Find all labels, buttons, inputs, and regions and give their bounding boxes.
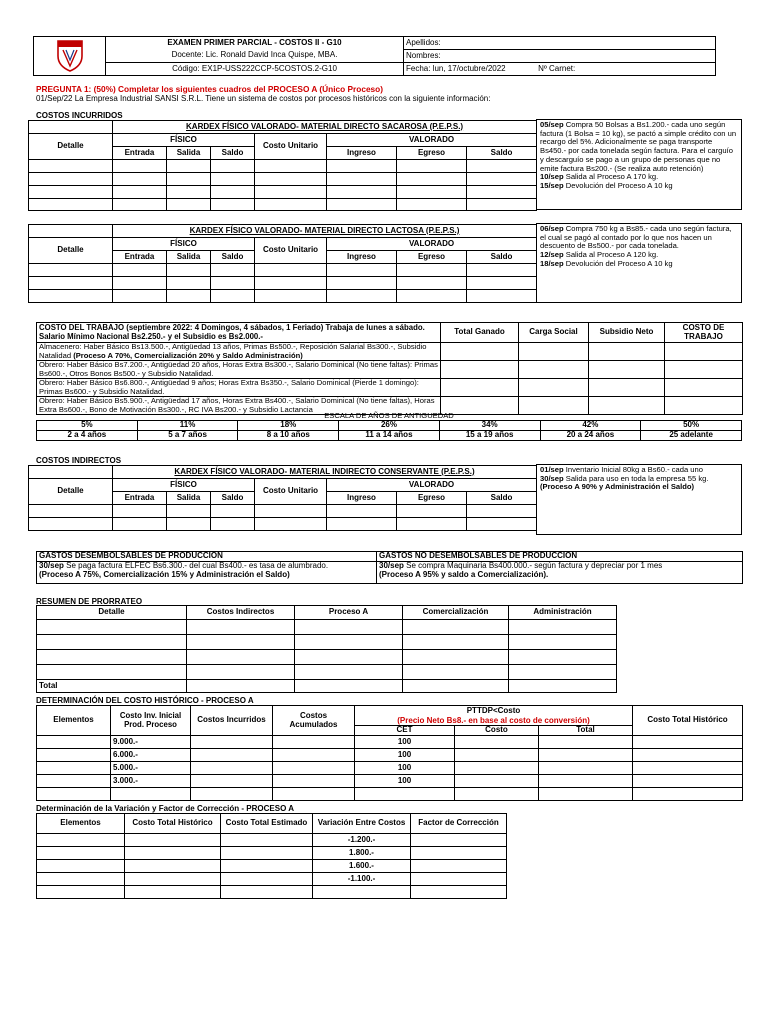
col-proceso-a: Proceso A xyxy=(295,606,403,620)
gastos-split: (Proceso A 95% y saldo a Comercialización). xyxy=(379,569,549,579)
table-row[interactable] xyxy=(37,665,617,680)
exam-date: Fecha: lun, 17/octubre/2022 xyxy=(406,63,506,73)
kardex-lactosa-title: KARDEX FÍSICO VALORADO- MATERIAL DIRECTO LACTOSA (P.E.P.S.) xyxy=(113,225,537,238)
escala-years: 20 a 24 años xyxy=(540,431,641,441)
table-row[interactable] xyxy=(29,277,537,290)
table-row[interactable] xyxy=(37,834,507,847)
table-row[interactable] xyxy=(37,343,743,361)
note-date: 06/sep xyxy=(540,224,564,233)
escala-pct: 26% xyxy=(339,421,440,431)
escala-years: 5 a 7 años xyxy=(137,431,238,441)
prorrateo-table xyxy=(36,605,617,693)
gastos-text: Se compra Maquinaria Bs400.000.- según factura y depreciar por 1 mes xyxy=(403,561,663,570)
escala-title: ESCALA DE AÑOS DE ANTIGUEDAD xyxy=(324,411,454,420)
col-detalle: Detalle xyxy=(29,134,113,160)
gastos-desembolsables-title: GASTOS DESEMBOLSABLES DE PRODUCCION xyxy=(37,552,377,562)
logo-cell xyxy=(34,37,106,76)
col-costo-unitario: Costo Unitario xyxy=(255,134,327,160)
table-row[interactable] xyxy=(37,860,507,873)
surname-field[interactable]: Apellidos: xyxy=(404,37,716,50)
note-text: Compra 750 kg a Bs85.- cada uno según factura, el cual se pagó al contado por lo que nos hacen un descuento de Bs500.- por cada tonelada. xyxy=(540,224,732,251)
costo-inicial-value: 9.000.- xyxy=(111,736,191,749)
col-costo-unitario: Costo Unitario xyxy=(255,238,327,264)
col-fisico: FÍSICO xyxy=(113,479,255,492)
col-costos-incurridos: Costos Incurridos xyxy=(191,706,273,736)
names-field[interactable]: Nombres: xyxy=(404,50,716,63)
col-salida: Salida xyxy=(167,492,211,505)
note-text: Salida al Proceso A 120 kg. xyxy=(563,250,659,260)
conservante-note xyxy=(536,464,742,535)
university-logo xyxy=(55,38,85,72)
col-subsidio-neto: Subsidio Neto xyxy=(589,323,665,343)
col-costo-trabajo: COSTO DE TRABAJO xyxy=(665,323,743,343)
col-total: Total xyxy=(539,726,633,736)
col-variacion: Variación Entre Costos xyxy=(313,814,411,834)
costo-trabajo-table xyxy=(36,322,743,415)
escala-pct: 34% xyxy=(439,421,540,431)
table-row[interactable] xyxy=(37,379,743,397)
costo-inicial-value: 3.000.- xyxy=(111,775,191,788)
gastos-no-desembolsables-detail xyxy=(377,562,743,584)
col-egreso: Egreso xyxy=(397,251,467,264)
table-row[interactable] xyxy=(29,173,537,186)
table-row[interactable] xyxy=(37,650,617,665)
costo-inicial-value: 6.000.- xyxy=(111,749,191,762)
exam-header xyxy=(33,36,716,76)
employee-row: Obrero: Haber Básico Bs6.800.-, Antigüedad 9 años; Horas Extra Bs350.-, Salario Dominical (Pierde 1 domingo): Primas Bs600.- y Subsidio Natalidad. xyxy=(37,379,441,397)
note-text: Devolución del Proceso A 10 kg xyxy=(563,258,673,268)
teacher-name: Docente: Lic. Ronald David Inca Quispe, MBA. xyxy=(106,50,404,63)
note-date: 18/sep xyxy=(540,258,564,268)
variacion-value: 1.800.- xyxy=(313,847,411,860)
employee-allocation: (Proceso A 70%, Comercialización 20% y Saldo Administración) xyxy=(73,350,303,360)
col-saldo: Saldo xyxy=(211,147,255,160)
question-intro: 01/Sep/22 La Empresa Industrial SANSI S.R.L. Tiene un sistema de costos por procesos históricos con la siguiente información: xyxy=(36,94,491,103)
question-title: PREGUNTA 1: (50%) Completar los siguientes cuadros del PROCESO A (Único Proceso) xyxy=(36,84,383,94)
col-salida: Salida xyxy=(167,147,211,160)
note-date: 15/sep xyxy=(540,181,564,191)
col-saldo-valorado: Saldo xyxy=(467,492,537,505)
col-saldo: Saldo xyxy=(211,251,255,264)
gastos-date: 30/sep xyxy=(39,561,64,570)
variacion-value: -1.200.- xyxy=(313,834,411,847)
col-salida: Salida xyxy=(167,251,211,264)
table-row[interactable] xyxy=(37,873,507,886)
table-row[interactable] xyxy=(37,788,743,801)
table-row[interactable] xyxy=(37,620,617,635)
note-date: 30/sep xyxy=(540,473,564,483)
col-valorado: VALORADO xyxy=(327,479,537,492)
cet-value: 100 xyxy=(355,762,455,775)
table-row[interactable] xyxy=(29,186,537,199)
note-text: Devolución del Proceso A 10 kg xyxy=(563,181,673,191)
col-elementos: Elementos xyxy=(37,814,125,834)
kardex-sacarosa-table xyxy=(28,120,537,211)
pttdp-note: (Precio Neto Bs8.- en base al costo de conversión) xyxy=(355,717,633,726)
col-costo-total-historico: Costo Total Histórico xyxy=(125,814,221,834)
table-row[interactable] xyxy=(37,736,743,749)
employee-row: Obrero: Haber Básico Bs5.900.-, Antigüedad 17 años, Horas Extra Bs400.-, Salario Dominical (No tiene faltas), Horas Extra Bs600.-, Bono de Motivación Bs300.-, RC IVA Bs200.- y Subsidio Lactancia xyxy=(37,397,441,415)
table-row[interactable] xyxy=(37,886,507,899)
table-row[interactable] xyxy=(37,847,507,860)
variacion-table xyxy=(36,813,507,899)
note-text: Salida al Proceso A 170 kg. xyxy=(563,172,659,182)
carnet-field[interactable]: Nº Carnet: xyxy=(538,63,576,73)
table-row[interactable] xyxy=(37,361,743,379)
kardex-conservante-title: KARDEX FÍSICO VALORADO- MATERIAL INDIRECTO CONSERVANTE (P.E.P.S.) xyxy=(113,466,537,479)
table-row[interactable] xyxy=(29,264,537,277)
lactosa-note xyxy=(536,223,742,303)
escala-pct: 11% xyxy=(137,421,238,431)
col-valorado: VALORADO xyxy=(327,238,537,251)
employee-text: Almacenero: Haber Básico Bs13.500.-, Antigüedad 13 años, Primas Bs500.-, Reposición Salarial Bs300.-, Subsidio Natalidad xyxy=(39,342,427,360)
escala-pct: 42% xyxy=(540,421,641,431)
col-elementos: Elementos xyxy=(37,706,111,736)
cet-value: 100 xyxy=(355,749,455,762)
col-costo-total-historico: Costo Total Histórico xyxy=(633,706,743,736)
cet-value: 100 xyxy=(355,775,455,788)
table-row[interactable] xyxy=(29,199,537,211)
employee-row: Obrero: Haber Básico Bs7.200.-, Antigüedad 20 años, Horas Extra Bs300.-, Salario Dominical (No tiene faltas): Primas Bs600.-, Otros Bonos Bs500.- y Subsidio Natalidad. xyxy=(37,361,441,379)
variacion-value: 1.600.- xyxy=(313,860,411,873)
col-saldo-valorado: Saldo xyxy=(467,147,537,160)
table-row[interactable] xyxy=(37,762,743,775)
col-costo: Costo xyxy=(455,726,539,736)
col-entrada: Entrada xyxy=(113,147,167,160)
total-label: Total xyxy=(37,680,187,693)
gastos-split: (Proceso A 75%, Comercialización 15% y Administración el Saldo) xyxy=(39,569,290,579)
table-row[interactable] xyxy=(37,635,617,650)
col-detalle: Detalle xyxy=(29,238,113,264)
prorrateo-label: RESUMEN DE PRORRATEO xyxy=(36,597,143,606)
escala-years: 25 adelante xyxy=(641,431,742,441)
note-text: Salida para uso en toda la empresa 55 kg. xyxy=(563,473,709,483)
col-administracion: Administración xyxy=(509,606,617,620)
col-fisico: FÍSICO xyxy=(113,134,255,147)
escala-pct: 50% xyxy=(641,421,742,431)
col-costo-inicial: Costo Inv. Inicial Prod. Proceso xyxy=(111,706,191,736)
col-detalle: Detalle xyxy=(29,479,113,505)
costos-incurridos-label: COSTOS INCURRIDOS xyxy=(36,111,123,120)
cet-value: 100 xyxy=(355,736,455,749)
table-row[interactable] xyxy=(37,775,743,788)
escala-years: 8 a 10 años xyxy=(238,431,339,441)
note-text: Compra 50 Bolsas a Bs1.200.- cada uno según factura (1 Bolsa = 10 kg), se pactó a simple crédito con un recargo del 5%. Adicionalmente se paga transporte Bs450.- por cada tonelada según factura. Para el carguío y descarguío se pago a un grupo de personas que no emite factura Bs200.- (Se realiza auto retención) xyxy=(540,120,737,173)
gastos-date: 30/sep xyxy=(379,561,404,570)
gastos-table xyxy=(36,551,743,584)
costos-indirectos-label: COSTOS INDIRECTOS xyxy=(36,456,122,465)
historico-label: DETERMINACIÓN DEL COSTO HISTÓRICO - PROCESO A xyxy=(36,696,254,705)
escala-years-row xyxy=(37,431,742,441)
note-date: 10/sep xyxy=(540,172,564,182)
col-fisico: FÍSICO xyxy=(113,238,255,251)
table-row[interactable] xyxy=(29,518,537,531)
col-ingreso: Ingreso xyxy=(327,251,397,264)
col-costo-unitario: Costo Unitario xyxy=(255,479,327,505)
table-row[interactable] xyxy=(29,505,537,518)
date-carnet-row xyxy=(404,63,716,76)
gastos-desembolsables-detail xyxy=(37,562,377,584)
col-comercializacion: Comercialización xyxy=(403,606,509,620)
col-egreso: Egreso xyxy=(397,492,467,505)
gastos-no-desembolsables-title: GASTOS NO DESEMBOLSABLES DE PRODUCCION xyxy=(377,552,743,562)
escala-years: 11 a 14 años xyxy=(339,431,440,441)
col-carga-social: Carga Social xyxy=(519,323,589,343)
col-costos-acumulados: Costos Acumulados xyxy=(273,706,355,736)
kardex-sacarosa-title: KARDEX FÍSICO VALORADO- MATERIAL DIRECTO SACAROSA (P.E.P.S.) xyxy=(113,121,537,134)
kardex-conservante-table xyxy=(28,465,537,531)
exam-title: EXAMEN PRIMER PARCIAL - COSTOS II - G10 xyxy=(106,37,404,50)
table-row[interactable] xyxy=(37,749,743,762)
trabajo-title: COSTO DEL TRABAJO (septiembre 2022: 4 Domingos, 4 sábados, 1 Feriado) Trabaja de lunes a sábado. Salario Mínimo Nacional Bs2.250.- y el Subsidio es Bs2.000.- xyxy=(37,323,441,343)
col-costos-indirectos: Costos Indirectos xyxy=(187,606,295,620)
col-detalle: Detalle xyxy=(37,606,187,620)
historico-table xyxy=(36,705,743,801)
col-factor-correccion: Factor de Corrección xyxy=(411,814,507,834)
note-date: 05/sep xyxy=(540,120,564,129)
table-row[interactable] xyxy=(37,680,617,693)
kardex-lactosa-table xyxy=(28,224,537,303)
col-valorado: VALORADO xyxy=(327,134,537,147)
col-ingreso: Ingreso xyxy=(327,492,397,505)
col-saldo-valorado: Saldo xyxy=(467,251,537,264)
escala-pct: 5% xyxy=(37,421,138,431)
escala-pct: 18% xyxy=(238,421,339,431)
table-row[interactable] xyxy=(29,160,537,173)
costo-inicial-value: 5.000.- xyxy=(111,762,191,775)
note-allocation: (Proceso A 90% y Administración el Saldo) xyxy=(540,482,695,492)
note-date: 12/sep xyxy=(540,250,564,260)
col-egreso: Egreso xyxy=(397,147,467,160)
exam-code: Código: EX1P-USS222CCP-5COSTOS.2-G10 xyxy=(106,63,404,76)
col-total-ganado: Total Ganado xyxy=(441,323,519,343)
escala-pct-row xyxy=(37,421,742,431)
gastos-text: Se paga factura ELFEC Bs6.300.- del cual Bs400.- es tasa de alumbrado. xyxy=(63,561,329,570)
note-date: 01/sep xyxy=(540,465,564,474)
escala-years: 15 a 19 años xyxy=(439,431,540,441)
col-ingreso: Ingreso xyxy=(327,147,397,160)
col-entrada: Entrada xyxy=(113,492,167,505)
col-entrada: Entrada xyxy=(113,251,167,264)
escala-years: 2 a 4 años xyxy=(37,431,138,441)
employee-row xyxy=(37,343,441,361)
sacarosa-note xyxy=(536,119,742,210)
variacion-value: -1.100.- xyxy=(313,873,411,886)
col-cet: CET xyxy=(355,726,455,736)
note-text: Inventario Inicial 80kg a Bs60.- cada uno xyxy=(563,465,703,474)
col-saldo: Saldo xyxy=(211,492,255,505)
col-costo-total-estimado: Costo Total Estimado xyxy=(221,814,313,834)
variacion-label: Determinación de la Variación y Factor de Corrección - PROCESO A xyxy=(36,804,294,813)
table-row[interactable] xyxy=(29,290,537,303)
col-pttdp: PTTDP<Costo xyxy=(355,706,633,717)
escala-table xyxy=(36,420,742,441)
